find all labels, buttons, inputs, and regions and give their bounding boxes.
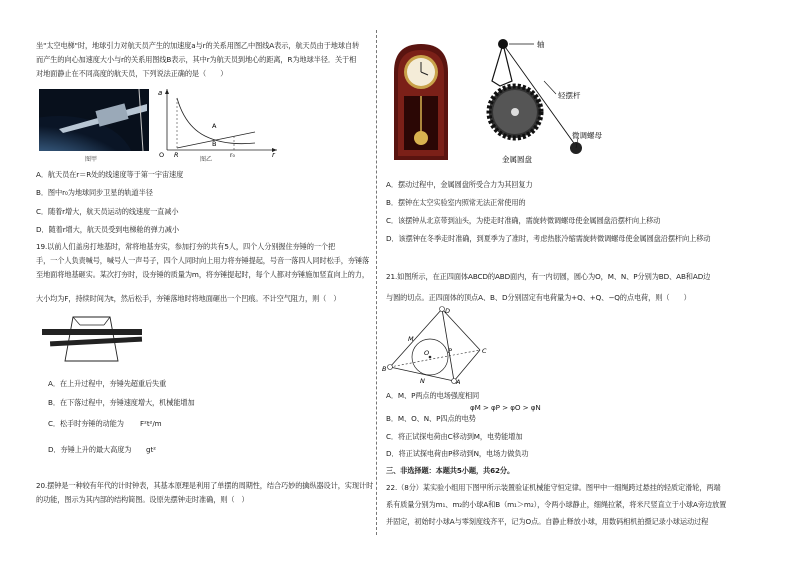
fig-yi-caption: 图乙 bbox=[200, 156, 213, 163]
q20-option-a: A．摆动过程中，金属圆盘所受合力为其回复力 bbox=[386, 180, 533, 189]
q18-stem-line-2: 而产生的向心加速度大小与r的关系用图线B表示，其中r为航天员到地心的距离，R为地球半径．关于相 bbox=[36, 55, 357, 64]
q20-option-d: D．该摆钟在冬季走时准确，到夏季为了准时，考虑热胀冷缩需旋转微调螺母使金属圆盘沿摆杆向上移动 bbox=[386, 234, 711, 243]
q22-line-1: 22.（8分）某实验小组用下图甲所示装置验证机械能守恒定律。图甲中一细绳跨过悬挂的轻质定滑轮，两端 bbox=[386, 483, 721, 492]
q22-line-3: 并固定，初始时小球A与零刻度线齐平，记为O点。自静止释放小球，用数码相机拍摄记录小球运动过程 bbox=[386, 517, 709, 526]
graph-origin-label: O bbox=[159, 151, 165, 158]
q19-stem-line-2: 手，一个人负责喊号，喊号人一声号子，四个人同时向上用力将夯锤提起，号音一落四人同时松手，夯锤落 bbox=[36, 256, 370, 265]
q19-option-a: A．在上升过程中，夯锤先超重后失重 bbox=[48, 379, 167, 388]
graph-line-B-label: B bbox=[212, 140, 217, 148]
q21-option-c: C．将正试探电荷由C移动到M，电势能增加 bbox=[386, 432, 523, 441]
q18-stem-line-3: 对地面静止在不同高度的航天员，下列说法正确的是（ ） bbox=[36, 69, 228, 78]
vertex-A-label: D bbox=[445, 307, 451, 315]
label-light-rod: 轻摆杆 bbox=[558, 91, 581, 100]
q18-option-c: C．随着r增大，航天员运动的线速度一直减小 bbox=[36, 207, 179, 216]
fig-jia-caption: 图甲 bbox=[85, 156, 98, 163]
escapement-diagram bbox=[482, 36, 614, 166]
q21-option-a: A．M、P两点的电场强度相同 bbox=[386, 391, 480, 400]
tamper-figure bbox=[40, 313, 150, 365]
q21-potential-formula: φM > φP > φO > φN bbox=[470, 403, 541, 412]
graph-line-A-label: A bbox=[212, 122, 217, 130]
graph-r-axis-label: r bbox=[272, 151, 275, 158]
q21-stem-line-1: 21.如图所示，在正四面体ABCD的ABD面内，有一内切圆，圆心为O，M、N、P分别为BD、AB和AD边 bbox=[386, 272, 711, 281]
label-axis: 轴 bbox=[537, 40, 545, 49]
q20-option-b: B．摆钟在太空实验室内照常无法正常使用的 bbox=[386, 198, 526, 207]
point-P-label: P bbox=[448, 347, 452, 355]
graph-R-label: R bbox=[174, 151, 179, 158]
vertex-C-label: C bbox=[482, 347, 487, 355]
q21-option-b: B．M、O、N、P四点的电势 bbox=[386, 414, 476, 423]
space-elevator-photo bbox=[39, 89, 149, 151]
point-M-label: M bbox=[408, 335, 414, 343]
q20-option-c: C．该摆钟从北京带到汕头，为使走时准确，需旋转微调螺母使金属圆盘沿摆杆向上移动 bbox=[386, 216, 661, 225]
q20-stem-line-2: 的功能，图示为其内部的结构简图。设原先摆钟走时准确，则（ ） bbox=[36, 495, 249, 504]
q19-formula-d: gt² bbox=[146, 445, 156, 454]
q19-option-c: C．松手时夯锤的动能为 bbox=[48, 419, 124, 428]
q19-option-b: B．在下落过程中，夯锤速度增大，机械能增加 bbox=[48, 398, 195, 407]
q19-option-d: D．夯锤上升的最大高度为 bbox=[48, 445, 132, 454]
q19-formula-c: F²t²/m bbox=[140, 419, 162, 428]
point-O-label: O bbox=[424, 349, 430, 357]
q21-option-d: D．将正试探电荷由P移动到N，电场力做负功 bbox=[386, 449, 529, 458]
pendulum-clock-photo bbox=[390, 42, 452, 164]
acceleration-graph bbox=[155, 86, 280, 158]
q21-stem-line-2: 与圆的切点。正四面体的顶点A、B、D分别固定有电荷量为+Q、+Q、−Q的点电荷，则（ ） bbox=[386, 293, 691, 302]
graph-r0-label: r₀ bbox=[230, 152, 235, 158]
q19-stem-line-1: 19.以前人们盖房打地基时，常将地基夯实，参加打夯的共有5人，四个人分别握住夯锤的一个把 bbox=[36, 242, 336, 251]
q18-stem-line-1: 坐"太空电梯"时，地球引力对航天员产生的加速度a与r的关系用图乙中图线A表示，航天员由于地球自转 bbox=[36, 41, 360, 50]
label-metal-disk: 金属圆盘 bbox=[502, 155, 532, 164]
vertex-D-label: A bbox=[456, 378, 461, 385]
q19-stem-line-3: 至地面将地基砸实。某次打夯时，设夯锤的质量为m，将夯锤提起时，每个人都对夯锤施加竖直向上的力， bbox=[36, 270, 369, 279]
q22-line-2: 系有质量分别为m₁、m₂的小球A和B（m₁＞m₂），令两小球静止，细绳拉紧，将米尺竖直立于小球A旁边放置 bbox=[386, 500, 727, 509]
q18-option-b: B．图中r₀为地球同步卫星的轨道半径 bbox=[36, 188, 153, 197]
q18-option-a: A．航天员在r＝R处的线速度等于第一宇宙速度 bbox=[36, 170, 184, 179]
graph-a-axis-label: a bbox=[158, 89, 163, 97]
q19-stem-line-4: 大小均为F，持续时间为t，然后松手，夯锤落地时将地面砸出一个凹痕。不计空气阻力，则（ ） bbox=[36, 294, 341, 303]
q18-option-d: D．随着r增大，航天员受到电梯舱的弹力减小 bbox=[36, 225, 179, 234]
q20-stem-line-1: 20.摆钟是一种较有年代的计时钟表，其基本原理是利用了单摆的周期性，结合巧妙的擒纵器设计，实现计时 bbox=[36, 481, 374, 490]
vertex-B-label: B bbox=[382, 365, 387, 373]
section-3-title: 三、非选择题：本题共5小题，共62分。 bbox=[386, 466, 515, 475]
point-N-label: N bbox=[420, 377, 425, 385]
tetrahedron-figure bbox=[382, 305, 492, 385]
column-divider bbox=[376, 30, 377, 535]
label-adjust-nut: 微调螺母 bbox=[572, 131, 602, 140]
